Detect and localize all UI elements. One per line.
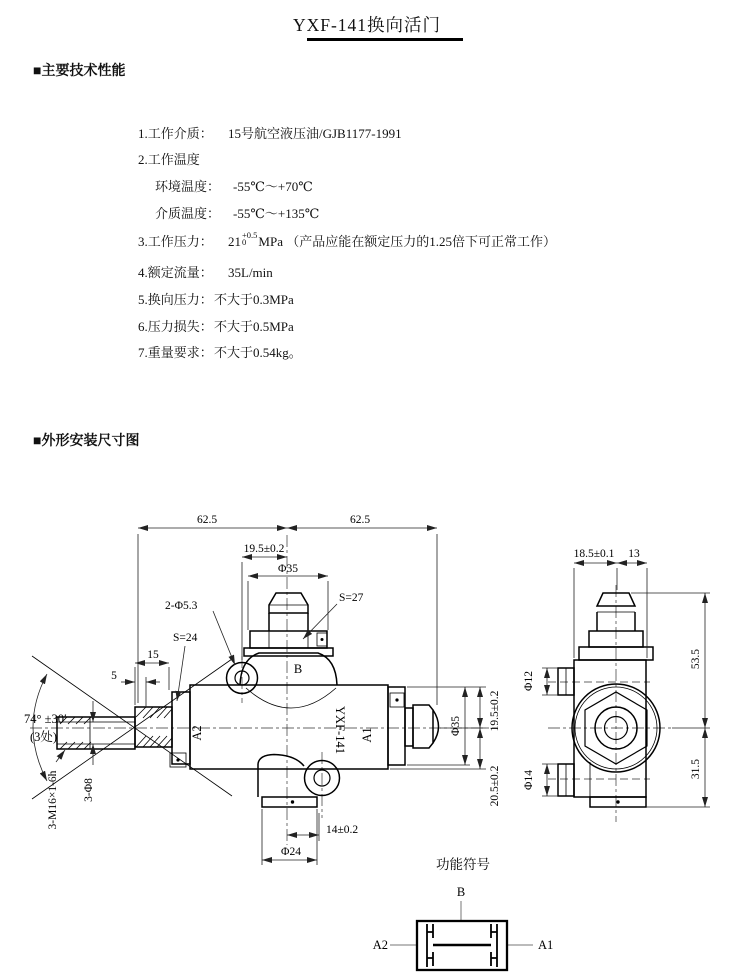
function-symbol bbox=[373, 856, 554, 970]
dim-phi24: Φ24 bbox=[281, 846, 301, 858]
spec-value: 不大于0.54kg。 bbox=[214, 345, 302, 360]
dim-19-5-right: 19.5±0.2 bbox=[489, 690, 501, 732]
port-label-b: B bbox=[293, 662, 303, 676]
dim-phi12: Φ12 bbox=[523, 671, 535, 691]
spec-label: 介质温度： bbox=[155, 206, 221, 221]
dim-flare-angle: 74° ±30′ bbox=[24, 712, 67, 726]
symbol-port-a1: A1 bbox=[538, 938, 554, 952]
dim-18-5: 18.5±0.1 bbox=[573, 548, 615, 560]
dim-phi35-right: Φ35 bbox=[450, 716, 462, 736]
side-view bbox=[523, 548, 710, 822]
dim-20-5-right: 20.5±0.2 bbox=[489, 765, 501, 807]
label-3-phi8: 3-Φ8 bbox=[83, 778, 95, 802]
function-symbol-title: 功能符号 bbox=[436, 857, 490, 872]
spec-value: 不大于0.5MPa bbox=[214, 319, 294, 334]
dim-15: 15 bbox=[147, 649, 159, 661]
label-3-m16-thread: 3-M16×1-6h bbox=[47, 770, 59, 830]
symbol-port-b: B bbox=[456, 885, 466, 899]
spec-label: 7.重量要求： bbox=[138, 345, 213, 360]
spec-label: 5.换向压力： bbox=[138, 292, 213, 307]
dim-62-5-left: 62.5 bbox=[196, 514, 218, 526]
dim-phi35-top: Φ35 bbox=[278, 563, 298, 575]
spec-value: 不大于0.3MPa bbox=[214, 292, 294, 307]
port-label-a1: A1 bbox=[360, 727, 374, 743]
model-label: YXF-141 bbox=[333, 706, 347, 754]
label-s24: S=24 bbox=[173, 632, 198, 644]
spec-value: 35L/min bbox=[228, 265, 273, 280]
spec-value: 21 +0.5 0 MPa （产品应能在额定压力的1.25倍下可正常工作） bbox=[228, 229, 556, 249]
side-view-dimensions bbox=[523, 548, 710, 807]
tolerance-stack: +0.5 0 bbox=[242, 229, 258, 247]
dim-31-5: 31.5 bbox=[690, 758, 702, 780]
spec-label: 4.额定流量： bbox=[138, 265, 213, 280]
top-port-b bbox=[240, 593, 337, 708]
right-port-a1 bbox=[405, 705, 439, 748]
spec-label: 2.工作温度 bbox=[138, 152, 200, 167]
boss-blend-arc bbox=[246, 688, 336, 708]
page-title: YXF-141换向活门 bbox=[292, 15, 442, 35]
spec-value: -55℃～+70℃ bbox=[233, 179, 313, 194]
main-view-dimensions bbox=[24, 514, 501, 865]
port-label-a2: A2 bbox=[190, 725, 204, 741]
dim-14: 14±0.2 bbox=[326, 824, 359, 836]
bottom-boss bbox=[258, 755, 340, 808]
section-heading-performance: ■主要技术性能 bbox=[33, 64, 126, 79]
main-view bbox=[24, 514, 501, 865]
label-s27: S=27 bbox=[339, 592, 364, 604]
spec-value: 15号航空液压油/GJB1177-1991 bbox=[228, 126, 402, 141]
spec-label: 环境温度： bbox=[155, 179, 221, 194]
label-2-phi5-3: 2-Φ5.3 bbox=[165, 600, 198, 612]
dim-5: 5 bbox=[111, 670, 117, 682]
spec-label: 1.工作介质： bbox=[138, 126, 213, 141]
spec-label: 3.工作压力： bbox=[138, 234, 213, 249]
symbol-port-a2: A2 bbox=[372, 938, 388, 952]
spec-label: 6.压力损失： bbox=[138, 319, 213, 334]
dim-19-5-top: 19.5±0.2 bbox=[243, 543, 285, 555]
dim-13: 13 bbox=[628, 548, 640, 560]
dim-53-5: 53.5 bbox=[690, 648, 702, 670]
dim-flare-angle-note: (3处) bbox=[30, 730, 58, 744]
spec-value: -55℃～+135℃ bbox=[233, 206, 320, 221]
dim-phi14: Φ14 bbox=[523, 770, 535, 790]
dim-62-5-right: 62.5 bbox=[349, 514, 371, 526]
side-view-body bbox=[558, 593, 660, 807]
section-heading-dimensions: ■外形安装尺寸图 bbox=[33, 434, 140, 449]
